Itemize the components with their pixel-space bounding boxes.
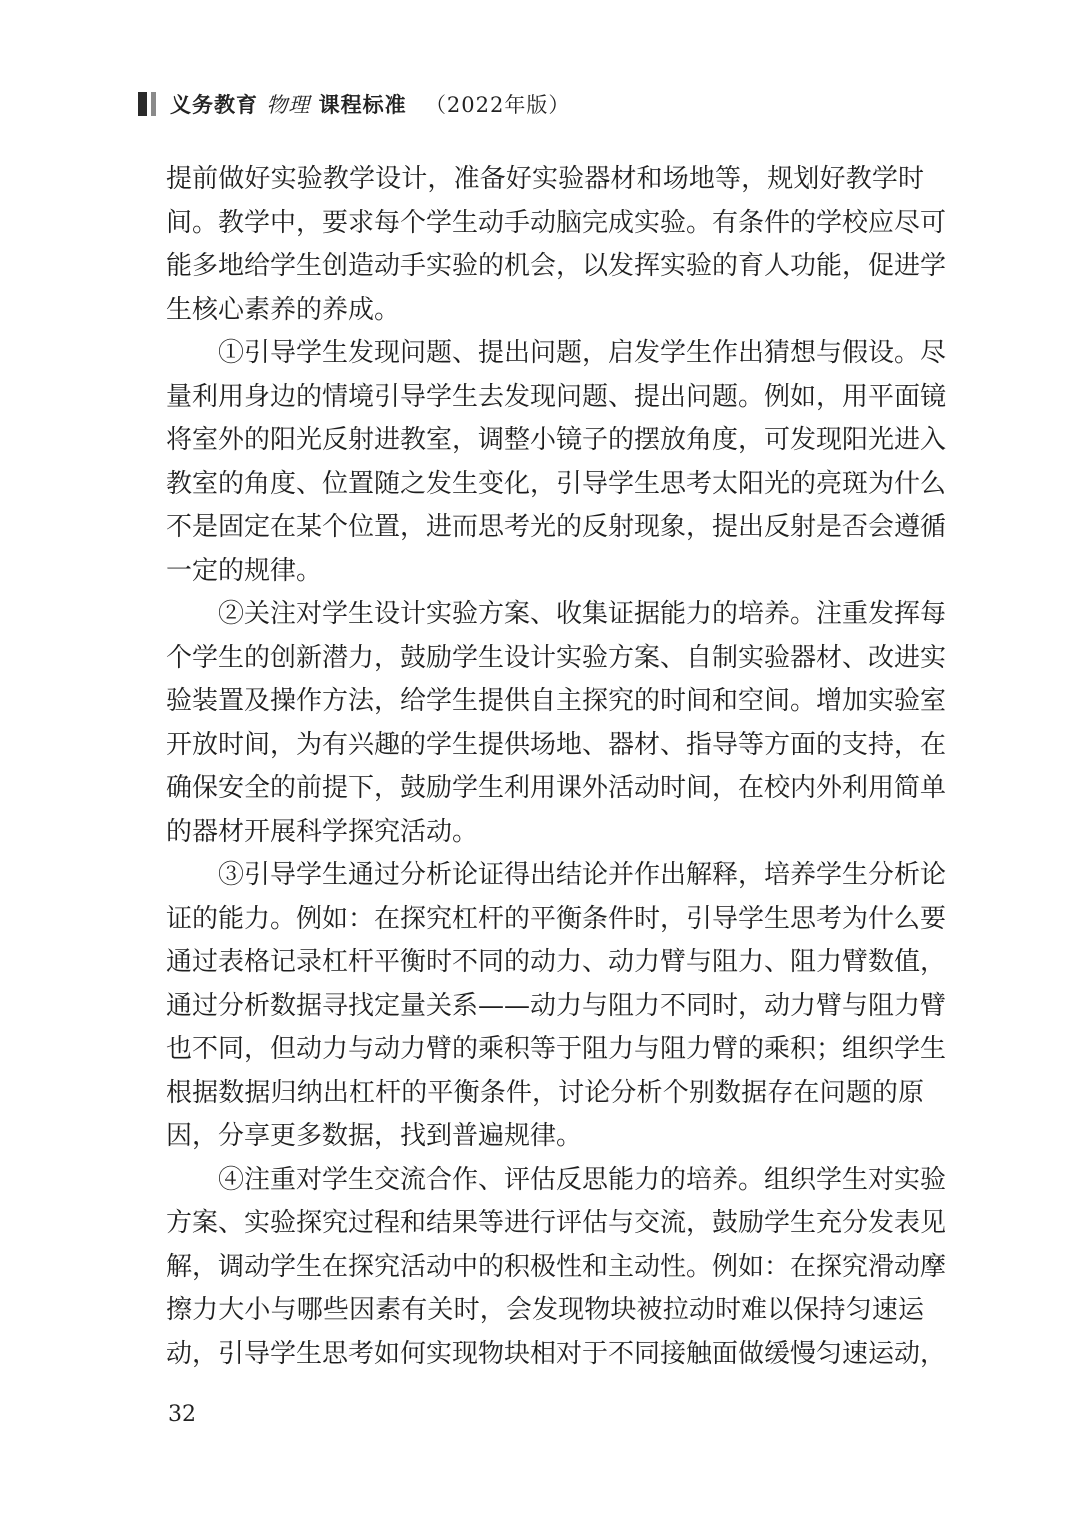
text-line: 提前做好实验教学设计，准备好实验器材和场地等，规划好教学时 (166, 164, 924, 194)
text-line: 生核心素养的养成。 (166, 294, 401, 325)
book-title (170, 89, 570, 119)
text-line: 证的能力。例如：在探究杠杆的平衡条件时，引导学生思考为什么要 (166, 903, 947, 934)
paragraph (166, 593, 947, 854)
paragraph (166, 1159, 947, 1377)
text-line: 确保安全的前提下，鼓励学生利用课外活动时间，在校内外利用简单 (166, 773, 947, 803)
text-line: 通过分析数据寻找定量关系——动力与阻力不同时，动力臂与阻力臂 (166, 990, 947, 1021)
text-line: ③引导学生通过分析论证得出结论并作出解释，培养学生分析论 (218, 860, 947, 890)
text-line: 个学生的创新潜力，鼓励学生设计实验方案、自制实验器材、改进实 (166, 642, 947, 673)
text-line: 解，调动学生在探究活动中的积极性和主动性。例如：在探究滑动摩 (166, 1251, 947, 1282)
text-line: 开放时间，为有兴趣的学生提供场地、器材、指导等方面的支持，在 (166, 729, 947, 760)
text-line: 教室的角度、位置随之发生变化，引导学生思考太阳光的亮斑为什么 (166, 468, 947, 499)
text-line: 能多地给学生创造动手实验的机会，以发挥实验的育人功能，促进学 (166, 251, 947, 281)
text-line: 擦力大小与哪些因素有关时，会发现物块被拉动时难以保持匀速运 (166, 1295, 924, 1325)
text-line: 动，引导学生思考如何实现物块相对于不同接触面做缓慢匀速运动， (166, 1338, 947, 1369)
paragraph (166, 158, 947, 332)
text-line: 通过表格记录杠杆平衡时不同的动力、动力臂与阻力、阻力臂数值， (166, 947, 947, 977)
text-line: 一定的规律。 (166, 555, 323, 586)
page-number: 32 (168, 1402, 196, 1427)
text-line: ①引导学生发现问题、提出问题，启发学生作出猜想与假设。尽 (218, 338, 947, 368)
text-line: 也不同，但动力与动力臂的乘积等于阻力与阻力臂的乘积；组织学生 (166, 1034, 947, 1064)
text-line: ②关注对学生设计实验方案、收集证据能力的培养。注重发挥每 (218, 599, 947, 629)
text-line: 将室外的阳光反射进教室，调整小镜子的摆放角度，可发现阳光进入 (166, 425, 947, 455)
running-header (138, 88, 570, 120)
text-line: 方案、实验探究过程和结果等进行评估与交流，鼓励学生充分发表见 (166, 1208, 947, 1238)
paragraph (166, 854, 947, 1159)
header-bar-light (151, 92, 156, 116)
title-part2: 课程标准 (318, 92, 407, 117)
title-part1: 义务教育 (170, 92, 258, 117)
text-line: 因，分享更多数据，找到普遍规律。 (166, 1121, 583, 1151)
text-line: 间。教学中，要求每个学生动手动脑完成实验。有条件的学校应尽可 (166, 207, 947, 238)
text-line: 的器材开展科学探究活动。 (166, 816, 479, 847)
text-line: 不是固定在某个位置，进而思考光的反射现象，提出反射是否会遵循 (166, 512, 947, 542)
title-subject: 物理 (266, 93, 311, 117)
body-text (166, 158, 947, 1376)
header-bar-dark (138, 92, 147, 116)
text-line: 量利用身边的情境引导学生去发现问题、提出问题。例如，用平面镜 (166, 381, 947, 412)
text-line: ④注重对学生交流合作、评估反思能力的培养。组织学生对实验 (218, 1164, 947, 1195)
text-line: 根据数据归纳出杠杆的平衡条件，讨论分析个别数据存在问题的原 (166, 1077, 924, 1108)
text-line: 验装置及操作方法，给学生提供自主探究的时间和空间。增加实验室 (166, 686, 947, 716)
paragraph (166, 332, 947, 593)
title-edition: （2022年版） (424, 93, 571, 117)
header-bars-ornament (138, 92, 156, 116)
